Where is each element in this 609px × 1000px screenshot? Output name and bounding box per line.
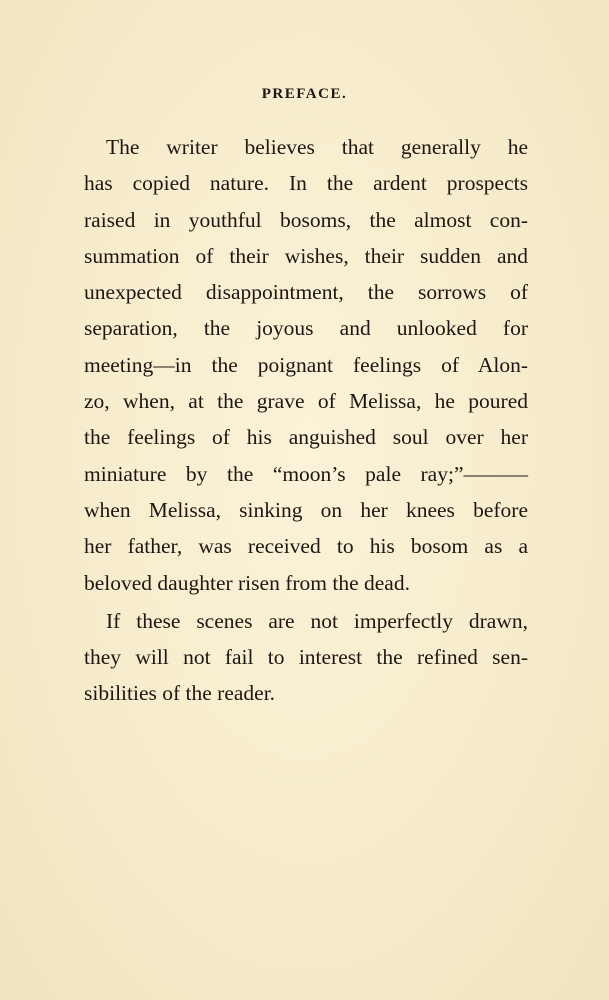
paragraph-2: [84, 603, 528, 712]
text-line: they will not fail to interest the refined sen-: [84, 645, 528, 670]
text-line: has copied nature. In the ardent prospects: [84, 171, 528, 196]
paragraph-1: [84, 129, 528, 601]
text-line: unexpected disappointment, the sorrows of: [84, 280, 528, 305]
text-line: the feelings of his anguished soul over her: [84, 425, 528, 450]
text-line: The writer believes that generally he: [106, 135, 528, 159]
text-line: separation, the joyous and unlooked for: [84, 316, 528, 341]
text-line: summation of their wishes, their sudden and: [84, 243, 528, 268]
text-line: when Melissa, sinking on her knees before: [84, 497, 528, 522]
text-line: zo, when, at the grave of Melissa, he poured: [84, 389, 528, 414]
running-head: PREFACE.: [261, 86, 348, 102]
text-line: sibilities of the reader.: [84, 681, 276, 706]
text-line: beloved daughter risen from the dead.: [84, 570, 410, 595]
text-line: raised in youthful bosoms, the almost con-: [84, 207, 528, 232]
text-line: meeting—in the poignant feelings of Alon-: [84, 352, 528, 377]
text-line: miniature by the “moon’s pale ray;”———: [84, 461, 528, 486]
text-line: her father, was received to his bosom as a: [84, 534, 528, 559]
text-line: If these scenes are not imperfectly drawn,: [106, 608, 528, 633]
preface-text: [84, 129, 528, 712]
